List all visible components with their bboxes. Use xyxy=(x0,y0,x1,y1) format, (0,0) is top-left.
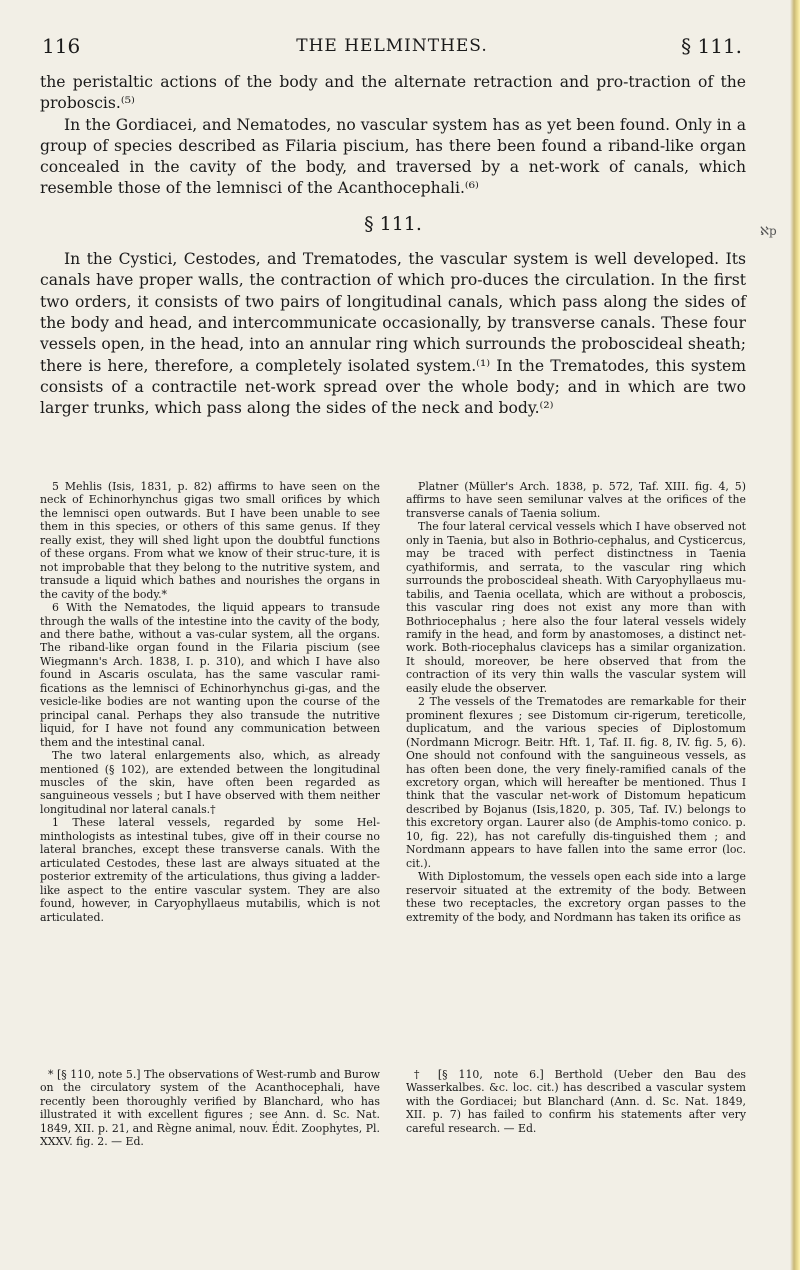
footnote: 1 These lateral vessels, regarded by some Hel-minthologists as intestinal tubes, give off in their course no lateral branches, except these transverse canals. With the articulated Cestodes, these last are always situated at the posterior extremity of the articulations, thus giving a ladder-like aspect to the entire vascular system. They are also found, however, in Caryophyllaeus mutabilis, which is not articulated. xyxy=(40,816,380,924)
footnote: 5 Mehlis (Isis, 1831, p. 82) affirms to have seen on the neck of Echinorhynchus gigas two small orifices by which the lemnisci open outwards. But I have been unable to see them in this species, or others of this same genus. If they really exist, they will shed light upon the doubtful functions of these organs. From what we know of their struc-ture, it is not improbable that they belong to the nutritive system, and transude a liquid which bathes and nourishes the organs in the cavity of the body.* xyxy=(40,480,380,601)
running-header xyxy=(42,34,742,60)
paragraph: In the Cystici, Cestodes, and Trematodes, the vascular system is well developed. Its canals have proper walls, the contraction of which pro-duces the circulation. In the first two orders, it consists of two pairs of longitudinal canals, which pass along the sides of the body and head, and intercommunicate occasionally, by transverse canals. These four vessels open, in the head, into an annular ring which surrounds the proboscideal sheath; there is here, therefore, a completely isolated system.⁽¹⁾ In the Trematodes, this system consists of a contractile net-work spread over the whole body; and in which are two larger trunks, which pass along the sides of the neck and body.⁽²⁾ xyxy=(40,250,746,418)
footnote: With Diplostomum, the vessels open each side into a large reservoir situated at the extremity of the body. Between these two receptacles, the excretory organ passes to the extremity of the body, and Nordmann has taken its orifice as xyxy=(406,870,746,924)
page-number: 116 xyxy=(42,34,81,58)
footnotes-right-column xyxy=(406,480,746,924)
footnote: Platner (Müller's Arch. 1838, p. 572, Taf. XIII. fig. 4, 5) affirms to have seen semilunar valves at the orifices of the transverse canals of Taenia solium. xyxy=(406,480,746,520)
footnote: 6 With the Nematodes, the liquid appears to transude through the walls of the intestine into the cavity of the body, and there bathe, without a vas-cular system, all the organs. The riband-like organ found in the Filaria piscium (see Wiegmann's Arch. 1838, I. p. 310), and which I have also found in Ascaris osculata, has the same vascular rami-fications as the lemnisci of Echinorhynchus gi-gas, and the vesicle-like bodies are not wanting upon the course of the principal canal. Perhaps they also transude the nutritive liquid, for I have not found any communication between them and the intestinal canal. xyxy=(40,601,380,749)
margin-mark: ℵp xyxy=(760,224,777,238)
editor-note: * [§ 110, note 5.] The observations of West-rumb and Burow on the circulatory system of the Acanthocephali, have recently been thoroughly verified by Blanchard, who has illustrated it with excellent figures ; see Ann. d. Sc. Nat. 1849, XII. p. 21, and Règne animal, nouv. Édit. Zoophytes, Pl. XXXV. fig. 2. — Ed. xyxy=(40,1068,380,1149)
section-marker: § 111. xyxy=(681,34,742,58)
section-heading: § 111. xyxy=(364,212,422,235)
editor-note: † [§ 110, note 6.] Berthold (Ueber den Bau des Wasserkalbes. &c. loc. cit.) has described a vascular system with the Gordiacei; but Blanchard (Ann. d. Sc. Nat. 1849, XII. p. 7) has failed to confirm his statements after very careful research. — Ed. xyxy=(406,1068,746,1135)
page-edge xyxy=(790,0,800,1270)
footnote: 2 The vessels of the Trematodes are remarkable for their prominent flexures ; see Distomum cir-rigerum, tereticolle, duplicatum, and the various species of Diplostomum (Nordmann Microgr. Beitr. Hft. 1, Taf. II. fig. 8, IV. fig. 5, 6). One should not confound with the sanguineous vessels, as has often been done, the very finely-ramified canals of the excretory organ, which will hereafter be mentioned. Thus I think that the vascular net-work of Distomum hepaticum described by Bojanus (Isis,1820, p. 305, Taf. IV.) belongs to this excretory organ. Laurer also (de Amphis-tomo conico. p. 10, fig. 22), has not carefully dis-tinguished them ; and Nordmann appears to have fallen into the same error (loc. cit.). xyxy=(406,695,746,870)
footnote: The four lateral cervical vessels which I have observed not only in Taenia, but also in Bothrio-cephalus, and Cysticercus, may be traced with perfect distinctness in Taenia cyathiformis, and serrata, to the vascular ring which surrounds the proboscideal sheath. With Caryophyllaeus mu-tabilis, and Taenia ocellata, which are without a proboscis, this vascular ring does not exist any more than with Bothriocephalus ; here also the four lateral vessels widely ramify in the head, and form by anastomoses, a distinct net-work. Both-riocephalus claviceps has a similar organization. It should, moreover, be here observed that from the contraction of its very thin walls the vascular system will easily elude the observer. xyxy=(406,520,746,695)
paragraph: the peristaltic actions of the body and the alternate retraction and pro-traction of the proboscis.⁽⁵⁾ xyxy=(40,73,746,113)
editor-note-right xyxy=(406,1068,746,1135)
editor-note-left xyxy=(40,1068,380,1149)
main-text xyxy=(40,72,746,419)
running-title: THE HELMINTHES. xyxy=(296,36,488,56)
footnotes-left-column xyxy=(40,480,380,924)
footnote: The two lateral enlargements also, which, as already mentioned (§ 102), are extended between the longitudinal muscles of the skin, have often been regarded as sanguineous vessels ; but I have observed with them neither longitudinal nor lateral canals.† xyxy=(40,749,380,816)
paragraph: In the Gordiacei, and Nematodes, no vascular system has as yet been found. Only in a group of species described as Filaria piscium, has there been found a riband-like organ concealed in the cavity of the body, and traversed by a net-work of canals, which resemble those of the lemnisci of the Acanthocephali.⁽⁶⁾ xyxy=(40,115,746,198)
